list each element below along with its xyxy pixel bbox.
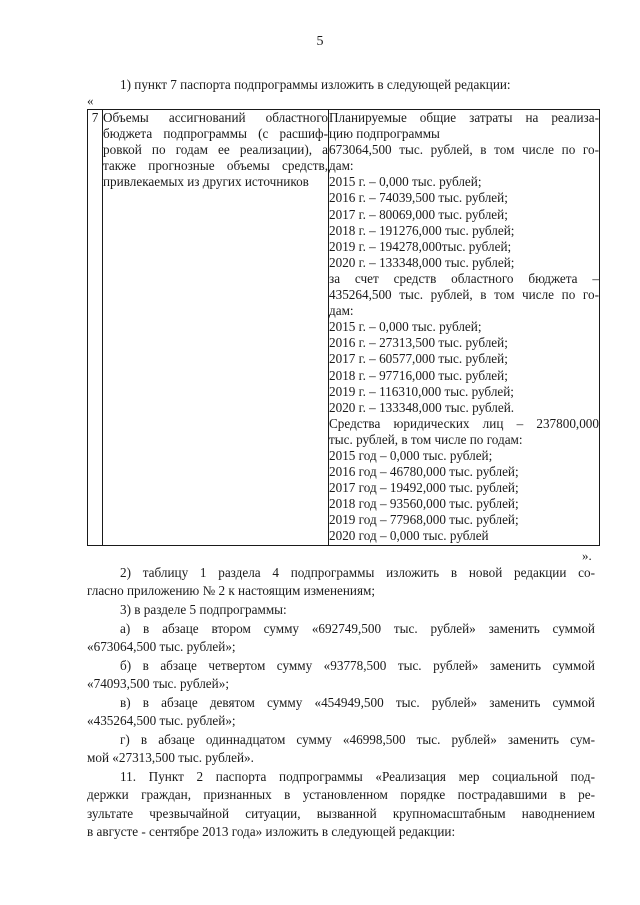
value-line: 2019 год – 77968,000 тыс. рублей; (329, 512, 519, 528)
paragraph-line: б) в абзаце четвертом сумму «93778,500 тыс. рублей» заменить суммой (120, 658, 595, 673)
value-line: 2017 год – 19492,000 тыс. рублей; (329, 480, 519, 496)
paragraph-line: а) в абзаце втором сумму «692749,500 тыс. рублей» заменить суммой (120, 621, 595, 636)
value-line: 2020 г. – 133348,000 тыс. рублей. (329, 399, 515, 415)
value-line: за счет средств областного бюджета – (329, 270, 599, 286)
title-line: ровкой по годам ее реализации), а (103, 142, 328, 158)
value-line: 2017 г. – 80069,000 тыс. рублей; (329, 206, 508, 222)
title-line: бюджета подпрограммы (с расшиф- (103, 126, 328, 142)
row-number: 7 (91, 110, 99, 125)
paragraph-line: в) в абзаце девятом сумму «454949,500 тыс. рублей» заменить суммой (120, 695, 595, 710)
value-line: 2018 год – 93560,000 тыс. рублей; (329, 496, 519, 512)
value-line: Средства юридических лиц – 237800,000 (329, 415, 599, 431)
value-line: 2018 г. – 191276,000 тыс. рублей; (329, 222, 515, 238)
value-line: 2015 г. – 0,000 тыс. рублей; (329, 174, 482, 190)
paragraph-line: 2) таблицу 1 раздела 4 подпрограммы изложить в новой редакции со- (120, 565, 595, 580)
paragraph-line: зультате чрезвычайной ситуации, вызванной крупномасштабным наводнением (87, 806, 595, 821)
value-line: цию подпрограммы (329, 126, 440, 142)
paragraph-line: «673064,500 тыс. рублей»; (87, 639, 236, 654)
paragraph-line: 11. Пункт 2 паспорта подпрограммы «Реализация мер социальной под- (120, 769, 595, 784)
title-line: также прогнозные объемы средств, (103, 158, 328, 174)
table-row (88, 110, 600, 546)
title-line: привлекаемых из других источников (103, 174, 309, 190)
value-line: 2020 г. – 133348,000 тыс. рублей; (329, 254, 515, 270)
value-line: 2018 г. – 97716,000 тыс. рублей; (329, 367, 508, 383)
paragraph-line: «435264,500 тыс. рублей»; (87, 713, 236, 728)
value-line: 435264,500 тыс. рублей, в том числе по го- (329, 287, 599, 303)
value-line: 2020 год – 0,000 тыс. рублей (329, 528, 489, 544)
value-line: 2016 год – 46780,000 тыс. рублей; (329, 464, 519, 480)
row-title-cell (103, 110, 329, 546)
paragraph-line: держки граждан, признанных в установленном порядке пострадавшими в ре- (87, 787, 595, 802)
row-value-cell (329, 110, 600, 546)
value-line: 2016 г. – 27313,500 тыс. рублей; (329, 335, 508, 351)
value-line: 2019 г. – 194278,000тыс. рублей; (329, 238, 512, 254)
paragraph-line: в августе - сентябре 2013 года» изложить в следующей редакции: (87, 824, 456, 839)
paragraph-line: г) в абзаце одиннадцатом сумму «46998,500 тыс. рублей» заменить сум- (120, 732, 595, 747)
passport-table (87, 109, 600, 546)
value-line: Планируемые общие затраты на реализа- (329, 110, 599, 125)
value-line: 2019 г. – 116310,000 тыс. рублей; (329, 383, 514, 399)
value-line: 2016 г. – 74039,500 тыс. рублей; (329, 190, 508, 206)
value-line: 2015 г. – 0,000 тыс. рублей; (329, 319, 482, 335)
row-number-cell (88, 110, 103, 546)
value-line: дам: (329, 303, 354, 319)
paragraph-line: «74093,500 тыс. рублей»; (87, 676, 229, 691)
page-number: 5 (316, 34, 324, 49)
opening-quote: « (87, 93, 94, 108)
value-line: 673064,500 тыс. рублей, в том числе по го- (329, 142, 599, 158)
closing-quote: ». (582, 548, 592, 563)
value-line: тыс. рублей, в том числе по годам: (329, 431, 523, 447)
intro-line: 1) пункт 7 паспорта подпрограммы изложить в следующей редакции: (120, 77, 511, 92)
value-line: 2017 г. – 60577,000 тыс. рублей; (329, 351, 508, 367)
title-line: Объемы ассигнований областного (103, 110, 328, 125)
paragraph-line: гласно приложению № 2 к настоящим изменениям; (87, 583, 376, 598)
value-line: дам: (329, 158, 354, 174)
paragraph-line: 3) в разделе 5 подпрограммы: (120, 602, 287, 617)
value-line: 2015 год – 0,000 тыс. рублей; (329, 447, 493, 463)
paragraph-line: мой «27313,500 тыс. рублей». (87, 750, 254, 765)
